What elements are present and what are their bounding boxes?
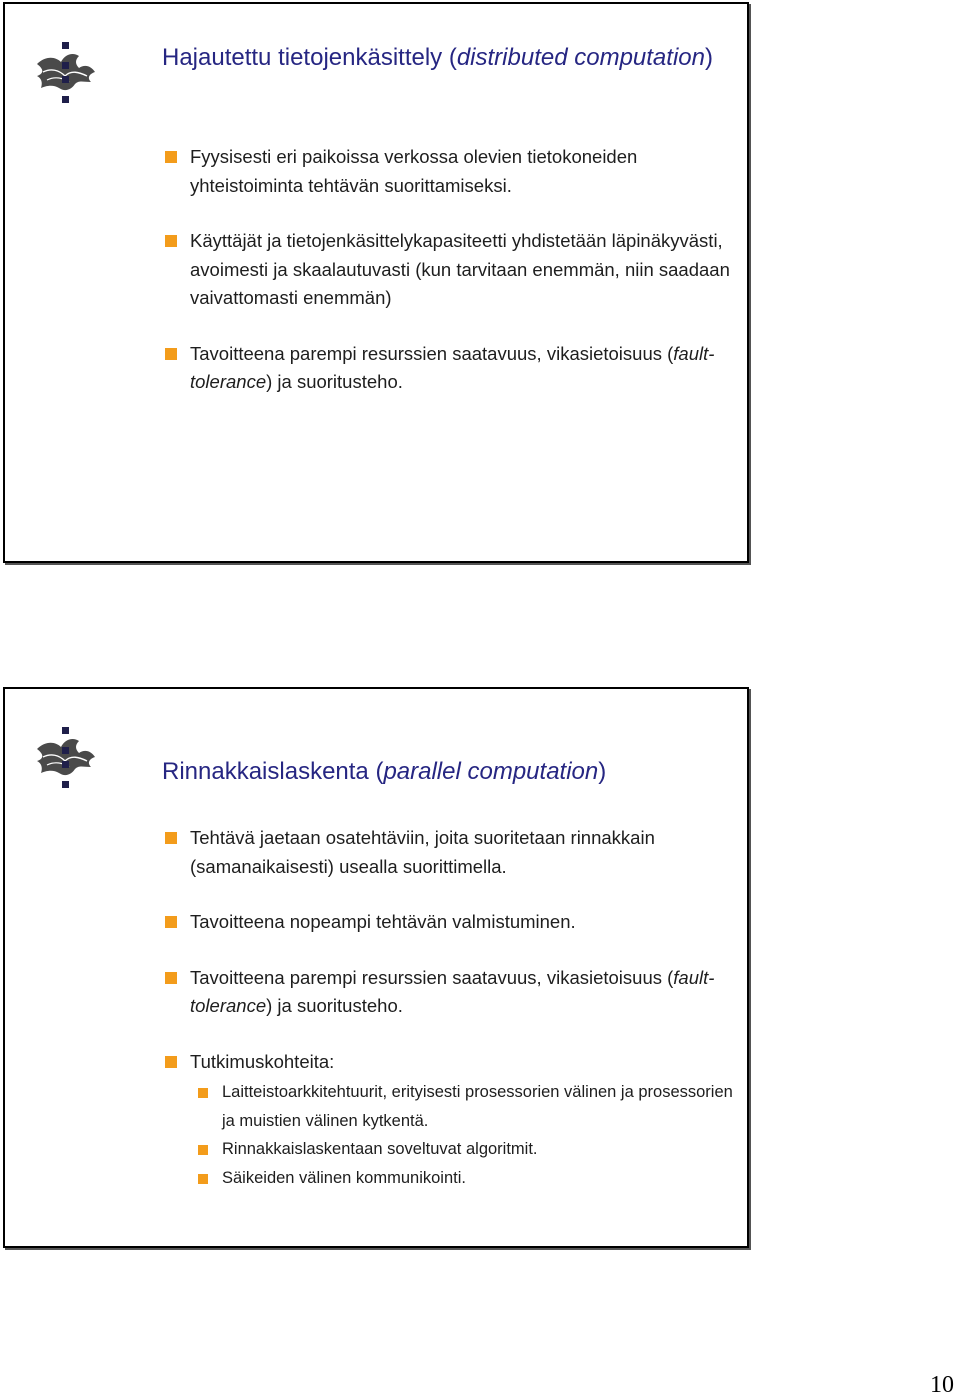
list-item: Tehtävä jaetaan osatehtäviin, joita suoritetaan rinnakkain (samanaikaisesti) usealla suorittimella. xyxy=(163,824,733,881)
bullet-square-icon xyxy=(165,1056,177,1068)
bullet-list xyxy=(163,143,733,397)
sub-list-item: Rinnakkaislaskentaan soveltuvat algoritmit. xyxy=(190,1135,733,1164)
bullet-square-icon xyxy=(165,348,177,360)
university-logo-icon xyxy=(35,727,99,789)
sub-list-item: Säikeiden välinen kommunikointi. xyxy=(190,1164,733,1193)
bullet-square-icon xyxy=(165,916,177,928)
slide-distributed-computation xyxy=(3,2,749,563)
slide-title: Hajautettu tietojenkäsittely (distributed computation) xyxy=(162,44,713,71)
bullet-square-icon xyxy=(165,832,177,844)
university-logo-icon xyxy=(35,42,99,104)
bullet-square-icon xyxy=(198,1145,208,1155)
slide-title: Rinnakkaislaskenta (parallel computation) xyxy=(162,758,607,785)
list-item: Tavoitteena parempi resurssien saatavuus, vikasietoisuus (fault-tolerance) ja suoritusteho. xyxy=(163,340,733,397)
list-item: Tavoitteena parempi resurssien saatavuus, vikasietoisuus (fault-tolerance) ja suoritusteho. xyxy=(163,964,733,1021)
list-item: Käyttäjät ja tietojenkäsittelykapasiteetti yhdistetään läpinäkyvästi, avoimesti ja skaalautuvasti (kun tarvitaan enemmän, niin saadaan vaivattomasti enemmän) xyxy=(163,227,733,313)
list-item: Tutkimuskohteita: Laitteistoarkkitehtuurit, erityisesti prosessorien välinen ja prosessorien ja muistien välinen kytkentä. Rinnakkaislaskentaan soveltuvat algoritmit. Säikeiden välinen kommunikointi. xyxy=(163,1048,733,1193)
sub-list-item: Laitteistoarkkitehtuurit, erityisesti prosessorien välinen ja prosessorien ja muistien välinen kytkentä. xyxy=(190,1078,733,1135)
slide-parallel-computation xyxy=(3,687,749,1248)
bullet-square-icon xyxy=(165,972,177,984)
bullet-square-icon xyxy=(198,1174,208,1184)
page-number: 10 xyxy=(930,1372,954,1398)
list-item: Fyysisesti eri paikoissa verkossa olevien tietokoneiden yhteistoiminta tehtävän suorittamiseksi. xyxy=(163,143,733,200)
bullet-square-icon xyxy=(165,235,177,247)
bullet-square-icon xyxy=(165,151,177,163)
bullet-square-icon xyxy=(198,1088,208,1098)
list-item: Tavoitteena nopeampi tehtävän valmistuminen. xyxy=(163,908,733,937)
bullet-list xyxy=(163,824,733,1192)
sub-bullet-list xyxy=(190,1078,733,1192)
